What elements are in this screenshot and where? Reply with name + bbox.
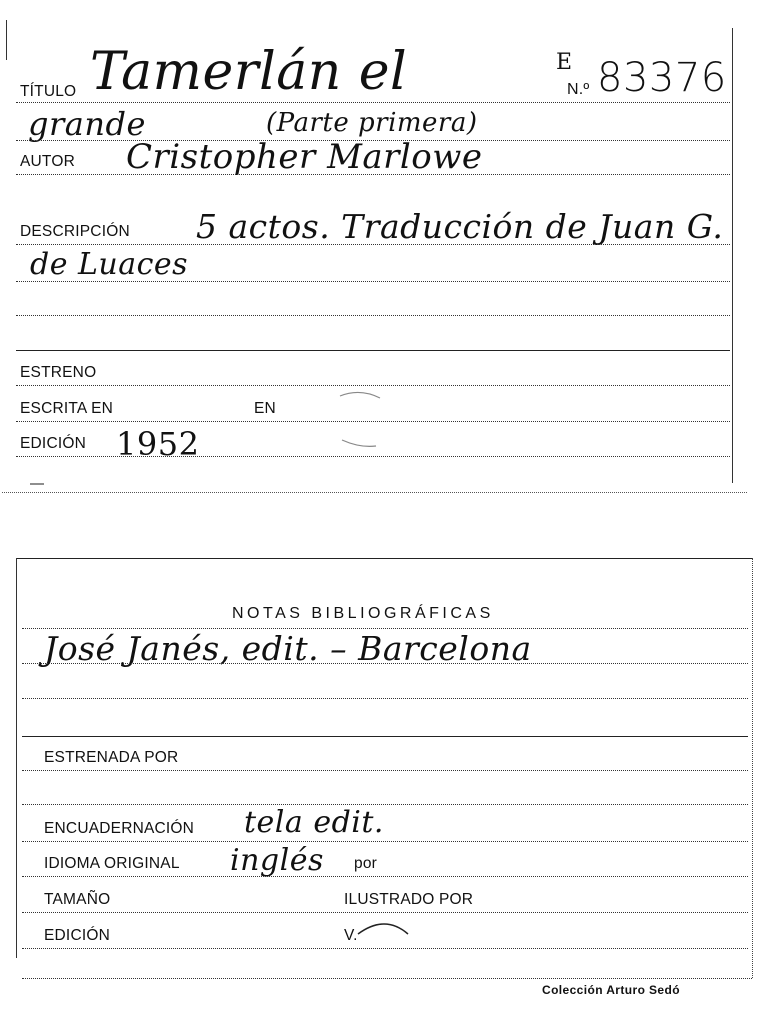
edicion-rule-bottom (22, 948, 748, 949)
bottom-card-top-border (16, 558, 752, 559)
en-label: EN (254, 400, 276, 417)
bottom-card-last-rule (22, 978, 752, 979)
collection-label: Colección Arturo Sedó (542, 983, 680, 997)
notas-value-line1: José Janés, edit. – Barcelona (44, 629, 532, 668)
number-value: 83376 (597, 55, 727, 101)
titulo-note: (Parte primera) (266, 108, 478, 138)
estreno-label: ESTRENO (20, 364, 97, 381)
titulo-label: TÍTULO (20, 83, 77, 100)
descripcion-value-line2: de Luaces (30, 247, 189, 282)
bottom-card-right-border (752, 558, 753, 978)
tamano-label: TAMAÑO (44, 891, 111, 908)
number-label: N.º (567, 81, 590, 98)
por-label: por (354, 855, 378, 872)
ilustrado-por-label: ILUSTRADO POR (344, 891, 474, 908)
descripcion-value-line1: 5 actos. Traducción de Juan G. (196, 207, 724, 246)
v-label: V. (344, 927, 358, 944)
idioma-label: IDIOMA ORIGINAL (44, 855, 180, 872)
separator-rule-2 (22, 736, 748, 737)
notas-rule-2 (22, 663, 748, 664)
autor-label: AUTOR (20, 153, 75, 170)
number-mark: E (556, 50, 573, 75)
encuadernacion-value: tela edit. (244, 805, 384, 840)
tamano-rule (22, 912, 748, 913)
encuadernacion-label: ENCUADERNACIÓN (44, 820, 195, 837)
edicion-label-bottom: EDICIÓN (44, 927, 110, 944)
blank-rule-2 (22, 698, 748, 699)
blank-rule-3 (22, 804, 748, 805)
edicion-label: EDICIÓN (20, 435, 86, 452)
estrenada-por-rule (22, 770, 748, 771)
autor-value: Cristopher Marlowe (126, 137, 483, 177)
titulo-value-line1: Tamerlán el (90, 42, 408, 102)
idioma-value: inglés (230, 843, 324, 878)
encuadernacion-rule (22, 841, 748, 842)
bottom-card-left-border (16, 558, 17, 958)
escrita-en-label: ESCRITA EN (20, 400, 114, 417)
titulo-value-line2: grande (28, 105, 146, 143)
idioma-rule (22, 876, 748, 877)
edicion-value: 1952 (116, 425, 200, 463)
descripcion-label: DESCRIPCIÓN (20, 223, 130, 240)
estrenada-por-label: ESTRENADA POR (44, 749, 179, 766)
notas-heading: NOTAS BIBLIOGRÁFICAS (232, 605, 494, 622)
